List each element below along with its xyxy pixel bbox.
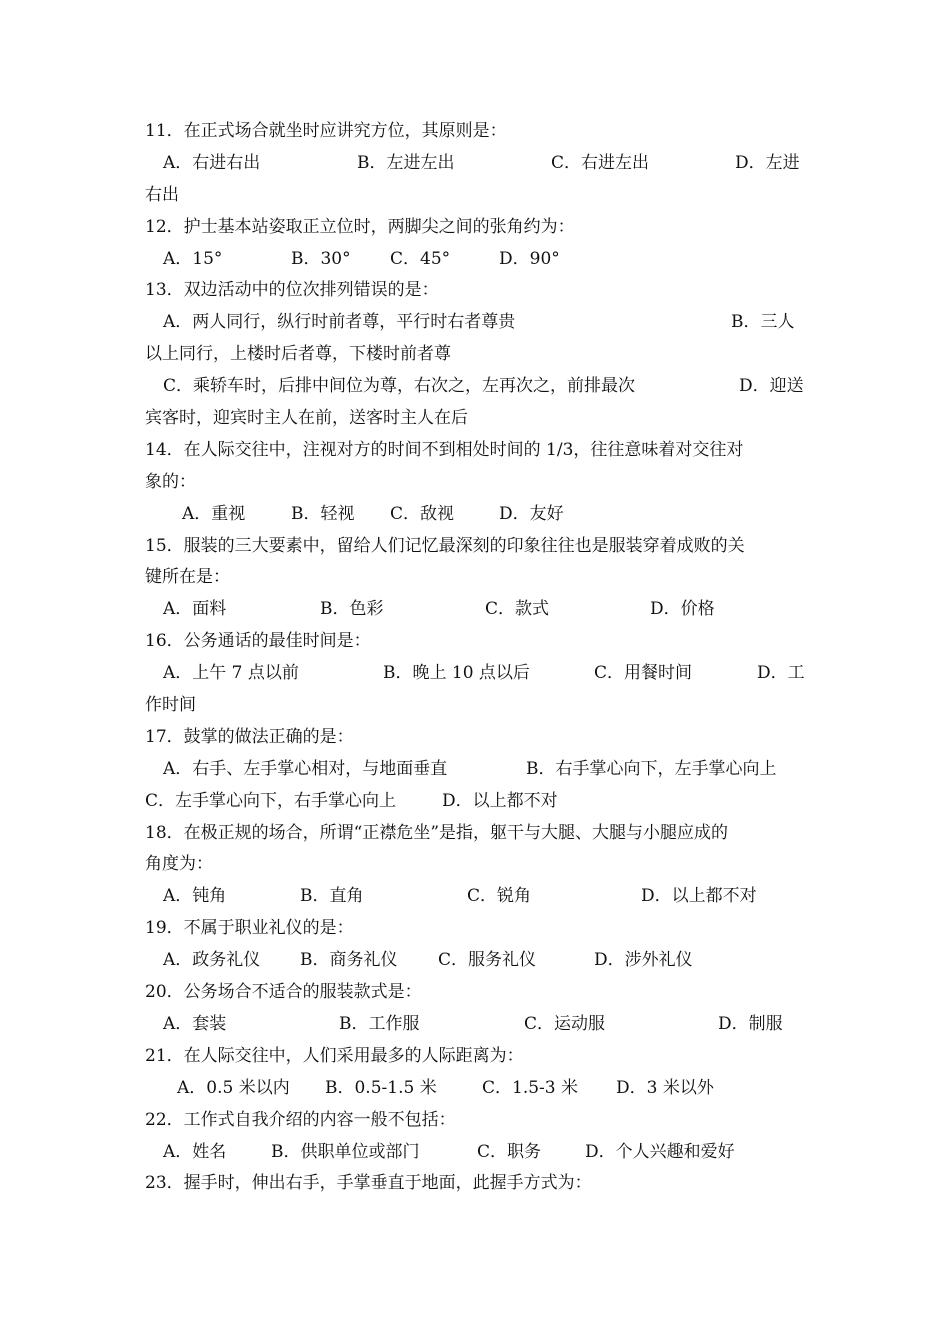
option-a: A．右进右出 bbox=[163, 152, 261, 173]
question-16: 16．公务通话的最佳时间是： bbox=[145, 631, 371, 652]
option-c: C．右进左出 bbox=[551, 152, 650, 173]
option-c: C．用餐时间 bbox=[594, 663, 693, 684]
question-17: 17．鼓掌的做法正确的是： bbox=[145, 726, 354, 747]
option-c: C．锐角 bbox=[467, 886, 532, 907]
option-d: D．以上都不对 bbox=[641, 886, 757, 907]
option-a: A．套装 bbox=[163, 1013, 227, 1034]
option-b: B．直角 bbox=[300, 886, 364, 907]
option-c: C．职务 bbox=[477, 1141, 542, 1162]
text-continuation: 宾客时，迎宾时主人在前，送客时主人在后 bbox=[145, 408, 468, 429]
text-continuation: 键所在是： bbox=[145, 567, 230, 588]
option-c: C．左手掌心向下，右手掌心向上 bbox=[145, 790, 397, 811]
option-d: D．友好 bbox=[499, 503, 564, 524]
text-line bbox=[145, 275, 810, 307]
text-line bbox=[145, 754, 810, 786]
text-line bbox=[145, 977, 810, 1009]
text-line bbox=[145, 371, 810, 403]
text-line bbox=[145, 945, 810, 977]
text-line bbox=[145, 1168, 810, 1200]
text-continuation: 作时间 bbox=[145, 695, 196, 716]
question-22: 22．工作式自我介绍的内容一般不包括： bbox=[145, 1109, 456, 1130]
text-continuation: 以上同行，上楼时后者尊，下楼时前者尊 bbox=[145, 344, 451, 365]
option-a: A．政务礼仪 bbox=[163, 950, 261, 971]
text-line bbox=[145, 786, 810, 818]
option-d: D．以上都不对 bbox=[442, 790, 558, 811]
option-b: B．晚上 10 点以后 bbox=[383, 663, 530, 684]
text-line bbox=[145, 180, 810, 212]
option-a: A．15° bbox=[163, 248, 223, 269]
text-line bbox=[145, 1105, 810, 1137]
option-a: A．姓名 bbox=[163, 1141, 227, 1162]
option-a: A．两人同行，纵行时前者尊，平行时右者尊贵 bbox=[163, 312, 516, 333]
text-line bbox=[145, 594, 810, 626]
question-list bbox=[145, 116, 810, 1200]
text-continuation: 角度为： bbox=[145, 854, 213, 875]
question-13: 13．双边活动中的位次排列错误的是： bbox=[145, 280, 439, 301]
option-c: C．运动服 bbox=[524, 1013, 606, 1034]
text-line bbox=[145, 881, 810, 913]
text-line bbox=[145, 435, 810, 467]
text-line bbox=[145, 1009, 810, 1041]
option-a: A．重视 bbox=[182, 503, 246, 524]
option-b: B．供职单位或部门 bbox=[271, 1141, 420, 1162]
option-d: D．价格 bbox=[650, 599, 715, 620]
option-b: B．商务礼仪 bbox=[300, 950, 398, 971]
text-line bbox=[145, 658, 810, 690]
text-line bbox=[145, 1041, 810, 1073]
option-d: D．涉外礼仪 bbox=[594, 950, 693, 971]
text-line bbox=[145, 307, 810, 339]
option-b: B．工作服 bbox=[339, 1013, 420, 1034]
question-19: 19．不属于职业礼仪的是： bbox=[145, 918, 354, 939]
text-line bbox=[145, 626, 810, 658]
option-c: C．服务礼仪 bbox=[438, 950, 537, 971]
option-a: A．钝角 bbox=[163, 886, 227, 907]
option-a: A．右手、左手掌心相对，与地面垂直 bbox=[163, 758, 448, 779]
option-d: D．个人兴趣和爱好 bbox=[585, 1141, 735, 1162]
option-d: D．3 米以外 bbox=[616, 1077, 714, 1098]
text-line bbox=[145, 499, 810, 531]
option-d: D．制服 bbox=[718, 1013, 783, 1034]
option-b: B．30° bbox=[291, 248, 351, 269]
text-line bbox=[145, 531, 810, 563]
text-line bbox=[145, 403, 810, 435]
text-line bbox=[145, 148, 810, 180]
question-14: 14．在人际交往中，注视对方的时间不到相处时间的 1/3，往往意味着对交往对 bbox=[145, 439, 744, 460]
text-line bbox=[145, 562, 810, 594]
text-line bbox=[145, 818, 810, 850]
text-line bbox=[145, 690, 810, 722]
option-b: B．色彩 bbox=[320, 599, 384, 620]
question-23: 23．握手时，伸出右手，手掌垂直于地面，此握手方式为： bbox=[145, 1173, 592, 1194]
text-line bbox=[145, 339, 810, 371]
text-line bbox=[145, 116, 810, 148]
option-d: D．迎送 bbox=[739, 376, 804, 397]
option-c: C．乘轿车时，后排中间位为尊，右次之，左再次之，前排最次 bbox=[163, 376, 636, 397]
option-a: A．上午 7 点以前 bbox=[163, 663, 299, 684]
option-a: A．面料 bbox=[163, 599, 227, 620]
option-a: A．0.5 米以内 bbox=[177, 1077, 290, 1098]
text-line bbox=[145, 913, 810, 945]
question-12: 12．护士基本站姿取正立位时，两脚尖之间的张角约为： bbox=[145, 216, 575, 237]
option-c: C．1.5-3 米 bbox=[482, 1077, 579, 1098]
option-b: B．左进左出 bbox=[357, 152, 455, 173]
option-c: C．款式 bbox=[485, 599, 550, 620]
text-line bbox=[145, 467, 810, 499]
option-b: B．右手掌心向下，左手掌心向上 bbox=[526, 758, 777, 779]
text-continuation: 象的： bbox=[145, 471, 196, 492]
text-line bbox=[145, 244, 810, 276]
text-line bbox=[145, 849, 810, 881]
option-b: B．三人 bbox=[731, 312, 795, 333]
option-c: C．45° bbox=[390, 248, 451, 269]
question-20: 20．公务场合不适合的服装款式是： bbox=[145, 982, 422, 1003]
question-15: 15．服装的三大要素中，留给人们记忆最深刻的印象往往也是服装穿着成败的关 bbox=[145, 535, 745, 556]
text-line bbox=[145, 722, 810, 754]
text-line bbox=[145, 1073, 810, 1105]
question-11: 11．在正式场合就坐时应讲究方位，其原则是： bbox=[145, 121, 507, 141]
text-continuation: 右出 bbox=[145, 184, 179, 205]
option-d: D．左进 bbox=[735, 152, 800, 173]
option-c: C．敌视 bbox=[390, 503, 455, 524]
option-d: D．工 bbox=[757, 663, 805, 684]
option-b: B．轻视 bbox=[291, 503, 355, 524]
option-d: D．90° bbox=[499, 248, 560, 269]
text-line bbox=[145, 1137, 810, 1169]
question-18: 18．在极正规的场合，所谓“正襟危坐”是指，躯干与大腿、大腿与小腿应成的 bbox=[145, 822, 729, 843]
text-line bbox=[145, 212, 810, 244]
option-b: B．0.5-1.5 米 bbox=[325, 1077, 437, 1098]
question-21: 21．在人际交往中，人们采用最多的人际距离为： bbox=[145, 1045, 524, 1066]
